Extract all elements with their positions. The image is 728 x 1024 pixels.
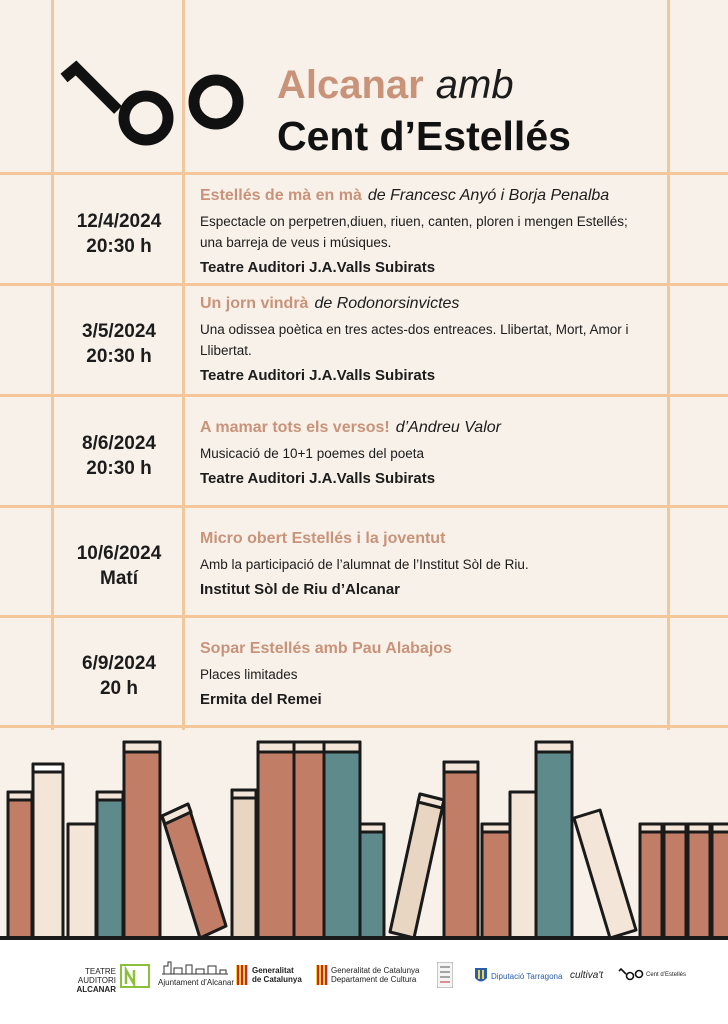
event-description: Espectacle on perpetren,diuen, riuen, canten, ploren i mengen Estellés; una barreja de veus i músiques. — [200, 214, 628, 250]
event-venue: Teatre Auditori J.A.Valls Subirats — [200, 259, 436, 276]
ajuntament-logo-icon — [162, 960, 228, 976]
event-venue: Teatre Auditori J.A.Valls Subirats — [200, 470, 436, 487]
event-title-line — [200, 295, 710, 313]
event-date: 6/9/2024 — [82, 653, 156, 674]
event-info — [200, 640, 710, 708]
event-time: 20:30 h — [86, 458, 152, 479]
cent-estelles-small-logo-icon — [618, 968, 644, 982]
event-time: 20:30 h — [86, 236, 152, 257]
grid-line — [0, 505, 728, 508]
grid-line — [0, 615, 728, 618]
event-date: 8/6/2024 — [82, 433, 156, 454]
event-author: d’Andreu Valor — [395, 419, 501, 436]
event-description: Amb la participació de l’alumnat de l’Institut Sòl de Riu. — [200, 557, 529, 572]
event-title-line — [200, 530, 710, 548]
event-date-block — [56, 541, 182, 591]
bookshelf-illustration — [0, 730, 728, 942]
sponsor-teatre: TEATRE AUDITORI ALCANAR — [76, 967, 116, 994]
event-description: Musicació de 10+1 poemes del poeta — [200, 446, 425, 461]
sponsor-departament-cultura: Generalitat de Catalunya Departament de Cultura — [331, 966, 420, 984]
generalitat-flag-icon — [236, 965, 248, 985]
grid-line — [51, 0, 54, 730]
grid-line — [0, 394, 728, 397]
event-info — [200, 295, 710, 384]
event-time: 20 h — [99, 678, 139, 699]
teatre-logo-icon — [120, 964, 150, 988]
sponsor-cultivart: cultiva't — [570, 970, 604, 981]
event-title: Estellés de mà en mà — [200, 187, 362, 204]
sponsor-logos — [0, 940, 728, 1024]
sponsor-ajuntament: Ajuntament d’Alcanar — [158, 978, 235, 987]
event-description: Places limitades — [200, 667, 298, 682]
event-title: Micro obert Estellés i la joventut — [200, 530, 446, 547]
event-author: de Rodonorsinvictes — [314, 295, 460, 312]
title-amb: amb — [435, 63, 514, 107]
event-venue: Institut Sòl de Riu d’Alcanar — [200, 581, 401, 598]
generic-sponsor-logo-icon — [437, 962, 453, 988]
sponsor-diputacio: Diputació Tarragona — [491, 972, 563, 981]
event-title-line — [200, 187, 710, 205]
grid-line — [0, 725, 728, 728]
event-date-block — [56, 319, 182, 369]
event-date: 10/6/2024 — [76, 543, 162, 564]
event-venue: Ermita del Remei — [200, 691, 322, 708]
event-title: Un jorn vindrà — [200, 295, 309, 312]
sponsor-cent-estelles: Cent d’Estellés — [646, 972, 687, 978]
event-title: Sopar Estellés amb Pau Alabajos — [200, 640, 452, 657]
grid-line — [0, 283, 728, 286]
event-description: Una odissea poètica en tres actes-dos entreaces. Llibertat, Mort, Amor i Llibertat. — [200, 322, 629, 358]
grid-line — [0, 172, 728, 175]
event-venue: Teatre Auditori J.A.Valls Subirats — [200, 367, 436, 384]
title-main: Alcanar — [277, 63, 424, 107]
event-date-block — [56, 431, 182, 481]
event-date-block — [56, 209, 182, 259]
cent-estelles-logo-icon — [58, 60, 258, 160]
event-title: A mamar tots els versos! — [200, 419, 390, 436]
departament-flag-icon — [316, 965, 328, 985]
event-title-line — [200, 419, 710, 437]
diputacio-logo-icon — [474, 967, 488, 985]
page-subtitle: Cent d’Estellés — [277, 113, 571, 159]
event-info — [200, 187, 710, 276]
event-title-line — [200, 640, 710, 658]
event-date: 12/4/2024 — [76, 211, 162, 232]
event-author: de Francesc Anyó i Borja Penalba — [367, 187, 610, 204]
event-time: 20:30 h — [86, 346, 152, 367]
event-info — [200, 419, 710, 487]
page-title — [277, 63, 514, 108]
event-info — [200, 530, 710, 598]
event-time: Matí — [100, 568, 138, 589]
sponsor-generalitat: Generalitat de Catalunya — [252, 966, 302, 984]
event-date-block — [56, 651, 182, 701]
event-date: 3/5/2024 — [82, 321, 156, 342]
